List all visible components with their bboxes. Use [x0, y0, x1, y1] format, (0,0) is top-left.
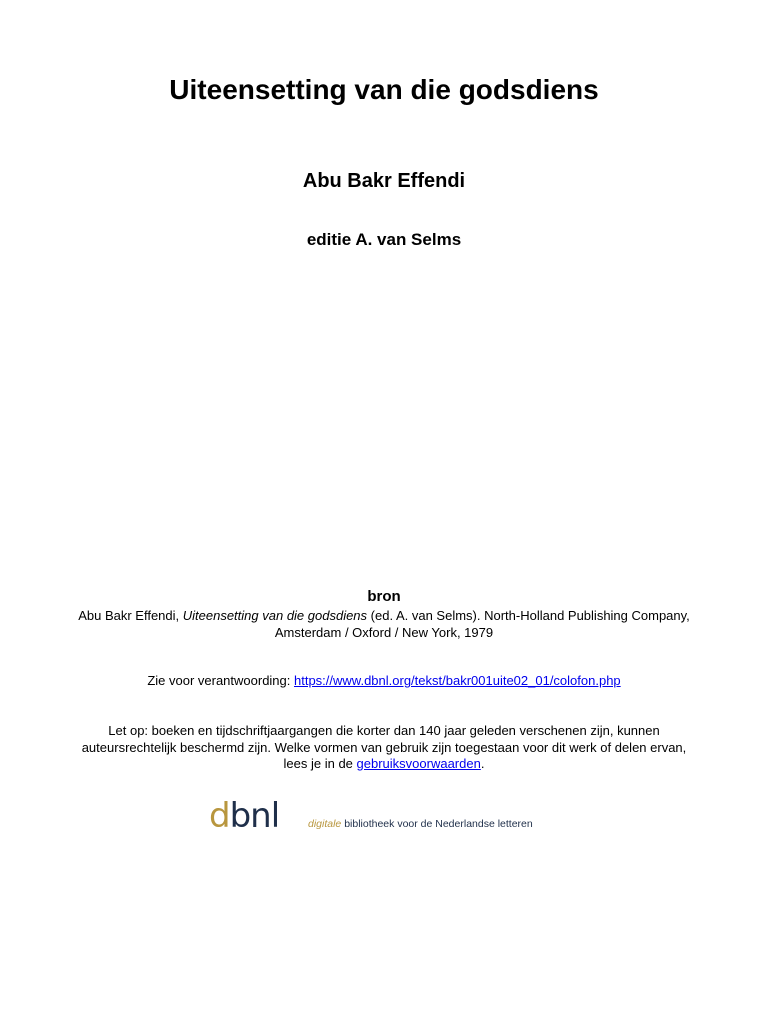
source-details: (ed. A. van Selms). North-Holland Publishing Company, Amsterdam / Oxford / New York, 1979 — [274, 608, 690, 640]
dbnl-tagline-accent: digitale — [308, 818, 342, 830]
dbnl-tagline-rest: bibliotheek voor de Nederlandse letteren — [341, 818, 533, 830]
dbnl-logo — [208, 790, 568, 836]
document-title: Uiteensetting van die godsdiens — [169, 74, 599, 105]
responsibility-line — [0, 672, 768, 689]
terms-of-use-link[interactable]: gebruiksvoorwaarden — [356, 756, 481, 771]
source-work-title: Uiteensetting van die godsdiens — [182, 608, 368, 623]
responsibility-label: Zie voor verantwoording: — [147, 673, 294, 688]
copyright-notice — [70, 723, 698, 773]
notice-text: Let op: boeken en tijdschriftjaargangen die korter dan 140 jaar geleden verschenen zijn, kunnen auteursrechtelijk beschermd zijn. Welke vormen van gebruik zijn toegestaan voor dit werk of delen ervan, lees je in de — [81, 723, 687, 771]
source-author: Abu Bakr Effendi, — [78, 608, 183, 623]
dbnl-logo-text: dbnl — [209, 796, 280, 836]
source-heading: bron — [367, 588, 401, 605]
document-edition: editie A. van Selms — [306, 230, 462, 249]
dbnl-logo-mark — [208, 790, 298, 836]
colofon-link[interactable]: https://www.dbnl.org/tekst/bakr001uite02_01/colofon.php — [294, 673, 621, 688]
dbnl-tagline — [308, 817, 533, 831]
source-citation — [70, 607, 698, 641]
notice-suffix: . — [480, 756, 485, 771]
document-author: Abu Bakr Effendi — [302, 170, 466, 192]
